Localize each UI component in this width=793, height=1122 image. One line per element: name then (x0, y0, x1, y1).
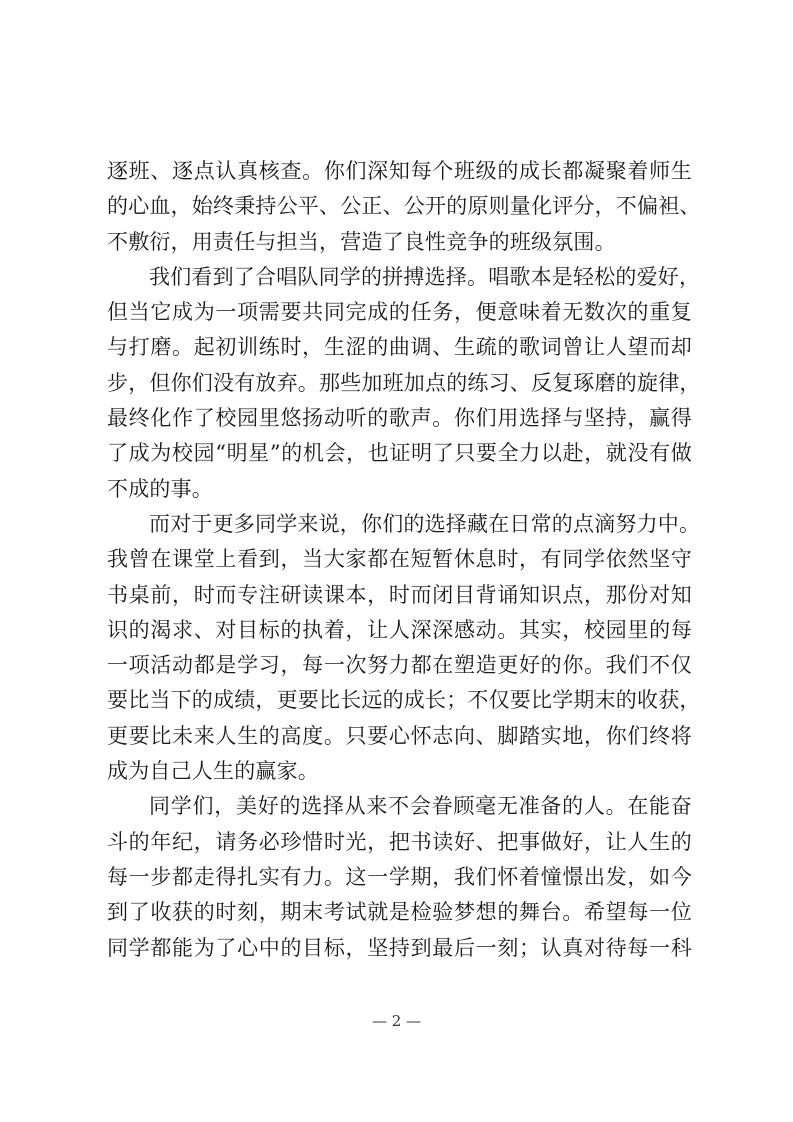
text-line: 而对于更多同学来说，你们的选择藏在日常的点滴努力中。 (149, 511, 701, 536)
text-line: 步，但你们没有放弃。那些加班加点的练习、反复琢磨的旋律， (107, 370, 701, 395)
text-line: 最终化作了校园里悠扬动听的歌声。你们用选择与坚持，赢得 (107, 406, 692, 431)
text-line: 识的渴求、对目标的执着，让人深深感动。其实，校园里的每 (107, 617, 692, 642)
text-line: 我们看到了合唱队同学的拼搏选择。唱歌本是轻松的爱好， (149, 264, 701, 289)
text-line: 书桌前，时而专注研读课本，时而闭目背诵知识点，那份对知 (107, 582, 692, 607)
text-line: 但当它成为一项需要共同完成的任务，便意味着无数次的重复 (107, 300, 692, 325)
text-line: 的心血，始终秉持公平、公正、公开的原则量化评分，不偏袒、 (107, 194, 701, 219)
text-line: 更要比未来人生的高度。只要心怀志向、脚踏实地，你们终将 (107, 723, 692, 748)
text-line: 不敷衍，用责任与担当，营造了良性竞争的班级氛围。 (107, 229, 616, 254)
body-text (107, 154, 701, 966)
text-line: 与打磨。起初训练时，生涩的曲调、生疏的歌词曾让人望而却 (107, 335, 692, 360)
text-line: 同学都能为了心中的目标，坚持到最后一刻；认真对待每一科 (107, 935, 692, 960)
text-line: 逐班、逐点认真核查。你们深知每个班级的成长都凝聚着师生 (107, 159, 692, 183)
text-line: 斗的年纪，请务必珍惜时光，把书读好、把事做好，让人生的 (107, 829, 692, 854)
text-line: 每一步都走得扎实有力。这一学期，我们怀着憧憬出发，如今 (107, 864, 692, 889)
text-line: 要比当下的成绩，更要比长远的成长；不仅要比学期末的收获， (107, 688, 701, 713)
page-number: — 2 — (371, 1012, 422, 1030)
text-line: 不成的事。 (107, 476, 213, 501)
text-line: 了成为校园“明星”的机会，也证明了只要全力以赴，就没有做 (107, 441, 692, 466)
text-line: 到了收获的时刻，期末考试就是检验梦想的舞台。希望每一位 (107, 900, 692, 925)
text-line: 成为自己人生的赢家。 (107, 759, 319, 784)
text-line: 我曾在课堂上看到，当大家都在短暂休息时，有同学依然坚守 (107, 547, 692, 572)
text-line: 同学们，美好的选择从来不会眷顾毫无准备的人。在能奋 (149, 794, 692, 819)
text-line: 一项活动都是学习，每一次努力都在塑造更好的你。我们不仅 (107, 653, 692, 678)
